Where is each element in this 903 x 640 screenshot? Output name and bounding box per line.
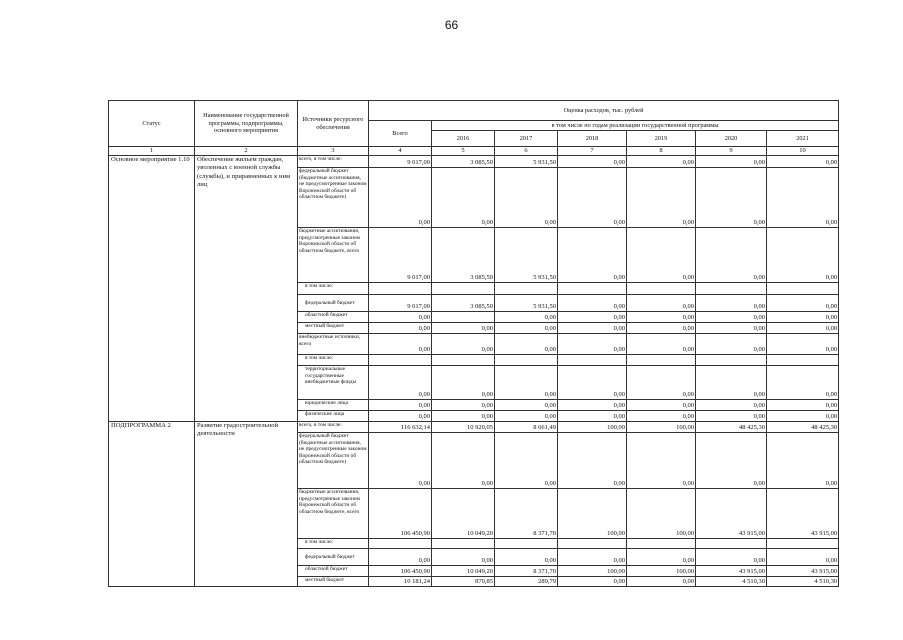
value-cell: 0,00	[696, 433, 767, 489]
value-cell: 0,00	[495, 168, 558, 228]
value-cell: 0,00	[627, 295, 696, 312]
value-cell: 0,00	[432, 168, 495, 228]
value-cell: 289,79	[495, 577, 558, 587]
source-cell: в том числе:	[298, 539, 369, 549]
value-cell: 10 181,24	[369, 577, 432, 587]
header-year: 2019	[627, 131, 696, 147]
value-cell: 0,00	[558, 156, 627, 168]
header-year: 2021	[767, 131, 839, 147]
value-cell: 0,00	[369, 323, 432, 334]
value-cell	[369, 539, 432, 549]
value-cell: 0,00	[558, 295, 627, 312]
table-row	[109, 422, 839, 433]
value-cell: 0,00	[696, 549, 767, 566]
value-cell: 0,00	[767, 411, 839, 422]
value-cell: 0,00	[369, 549, 432, 566]
value-cell: 48 425,30	[696, 422, 767, 433]
value-cell: 10 920,05	[432, 422, 495, 433]
value-cell: 43 915,00	[696, 566, 767, 577]
value-cell: 106 450,90	[369, 566, 432, 577]
value-cell: 116 632,14	[369, 422, 432, 433]
source-cell: федеральный бюджет	[298, 549, 369, 566]
value-cell: 0,00	[432, 549, 495, 566]
value-cell: 0,00	[495, 334, 558, 355]
value-cell: 0,00	[696, 411, 767, 422]
value-cell	[696, 283, 767, 295]
header-year: 2016	[432, 131, 495, 147]
value-cell: 0,00	[696, 168, 767, 228]
value-cell: 10 049,20	[432, 566, 495, 577]
column-number: 10	[767, 147, 839, 156]
value-cell	[432, 539, 495, 549]
value-cell: 0,00	[696, 334, 767, 355]
value-cell	[627, 283, 696, 295]
value-cell: 0,00	[495, 549, 558, 566]
value-cell: 9 017,00	[369, 295, 432, 312]
value-cell: 0,00	[767, 312, 839, 323]
value-cell: 10 049,20	[432, 489, 495, 539]
value-cell: 0,00	[627, 334, 696, 355]
value-cell: 0,00	[495, 366, 558, 400]
page-number: 66	[444, 18, 459, 32]
value-cell: 100,00	[558, 422, 627, 433]
value-cell: 0,00	[767, 400, 839, 411]
value-cell: 0,00	[558, 312, 627, 323]
column-number: 6	[495, 147, 558, 156]
value-cell: 0,00	[558, 323, 627, 334]
source-cell: областной бюджет	[298, 312, 369, 323]
column-number: 5	[432, 147, 495, 156]
value-cell	[627, 355, 696, 366]
column-number: 3	[298, 147, 369, 156]
name-cell: Развитие градостроительной деятельности	[195, 422, 298, 587]
value-cell	[495, 539, 558, 549]
value-cell: 100,00	[558, 489, 627, 539]
value-cell	[369, 355, 432, 366]
value-cell	[432, 283, 495, 295]
value-cell	[432, 355, 495, 366]
value-cell: 0,00	[369, 168, 432, 228]
value-cell: 0,00	[696, 312, 767, 323]
value-cell: 0,00	[627, 228, 696, 283]
value-cell: 8 371,70	[495, 566, 558, 577]
value-cell: 0,00	[627, 156, 696, 168]
value-cell: 5 931,50	[495, 228, 558, 283]
value-cell: 8 661,49	[495, 422, 558, 433]
value-cell: 0,00	[558, 168, 627, 228]
value-cell	[432, 312, 495, 323]
value-cell: 0,00	[558, 411, 627, 422]
source-cell: внебюджетные источники, всего	[298, 334, 369, 355]
value-cell: 870,85	[432, 577, 495, 587]
value-cell	[369, 283, 432, 295]
value-cell: 0,00	[627, 549, 696, 566]
value-cell: 0,00	[558, 433, 627, 489]
value-cell: 0,00	[495, 312, 558, 323]
value-cell: 100,00	[627, 566, 696, 577]
value-cell: 0,00	[696, 295, 767, 312]
header-estimate: Оценка расходов, тыс. рублей	[369, 101, 839, 121]
value-cell	[495, 355, 558, 366]
source-cell: областной бюджет	[298, 566, 369, 577]
value-cell: 3 085,50	[432, 228, 495, 283]
column-number: 2	[195, 147, 298, 156]
source-cell: местный бюджет	[298, 323, 369, 334]
header-year: 2017	[495, 131, 558, 147]
value-cell: 0,00	[369, 366, 432, 400]
value-cell: 0,00	[495, 433, 558, 489]
status-cell: Основное мероприятие 1.10	[109, 156, 195, 422]
header-status: Статус	[109, 101, 195, 147]
table-row	[109, 156, 839, 168]
value-cell: 8 371,70	[495, 489, 558, 539]
value-cell: 0,00	[432, 400, 495, 411]
source-cell: федеральный бюджет (бюджетные ассигнования, не предусмотренные законом Воронежской области об областном бюджете)	[298, 168, 369, 228]
value-cell: 0,00	[627, 577, 696, 587]
value-cell: 100,00	[627, 422, 696, 433]
value-cell: 0,00	[558, 366, 627, 400]
value-cell: 3 085,50	[432, 156, 495, 168]
source-cell: всего, в том числе:	[298, 422, 369, 433]
value-cell	[495, 283, 558, 295]
value-cell: 0,00	[432, 433, 495, 489]
header-sources: Источники ресурсного обеспечения	[298, 101, 369, 147]
value-cell: 0,00	[432, 334, 495, 355]
value-cell: 0,00	[627, 366, 696, 400]
value-cell	[696, 355, 767, 366]
value-cell: 0,00	[696, 400, 767, 411]
expenditure-table	[108, 100, 839, 587]
value-cell: 0,00	[495, 400, 558, 411]
value-cell: 0,00	[767, 433, 839, 489]
value-cell	[767, 283, 839, 295]
value-cell: 0,00	[767, 323, 839, 334]
column-number: 1	[109, 147, 195, 156]
value-cell: 4 510,30	[696, 577, 767, 587]
value-cell: 0,00	[696, 323, 767, 334]
source-cell: территориальные государственные внебюджетные фонды	[298, 366, 369, 400]
value-cell: 9 017,00	[369, 156, 432, 168]
value-cell: 0,00	[369, 433, 432, 489]
value-cell: 0,00	[627, 168, 696, 228]
value-cell: 0,00	[432, 366, 495, 400]
source-cell: федеральный бюджет (бюджетные ассигнования, не предусмотренные законом Воронежской области об областном бюджете)	[298, 433, 369, 489]
value-cell: 106 450,90	[369, 489, 432, 539]
value-cell: 0,00	[369, 312, 432, 323]
column-number: 4	[369, 147, 432, 156]
value-cell: 0,00	[558, 334, 627, 355]
header-year: 2020	[696, 131, 767, 147]
source-cell: бюджетные ассигнования, предусмотренные законом Воронежской области об областном бюджете, всего	[298, 489, 369, 539]
value-cell: 5 931,50	[495, 295, 558, 312]
source-cell: всего, в том числе:	[298, 156, 369, 168]
value-cell: 43 915,00	[767, 489, 839, 539]
value-cell: 0,00	[369, 411, 432, 422]
value-cell: 0,00	[627, 433, 696, 489]
value-cell: 0,00	[767, 549, 839, 566]
column-number: 9	[696, 147, 767, 156]
value-cell	[558, 539, 627, 549]
source-cell: федеральный бюджет	[298, 295, 369, 312]
value-cell	[558, 283, 627, 295]
value-cell: 0,00	[558, 577, 627, 587]
value-cell	[767, 539, 839, 549]
source-cell: бюджетные ассигнования, предусмотренные законом Воронежской области об областном бюджете, всего	[298, 228, 369, 283]
value-cell: 43 915,00	[767, 566, 839, 577]
value-cell: 0,00	[369, 400, 432, 411]
value-cell: 0,00	[767, 156, 839, 168]
value-cell: 0,00	[627, 323, 696, 334]
value-cell: 0,00	[767, 334, 839, 355]
value-cell	[627, 539, 696, 549]
value-cell: 100,00	[558, 566, 627, 577]
value-cell: 0,00	[767, 295, 839, 312]
value-cell: 0,00	[495, 323, 558, 334]
value-cell: 0,00	[767, 228, 839, 283]
value-cell: 48 425,30	[767, 422, 839, 433]
value-cell: 100,00	[627, 489, 696, 539]
value-cell: 0,00	[696, 366, 767, 400]
source-cell: местный бюджет	[298, 577, 369, 587]
value-cell: 43 915,00	[696, 489, 767, 539]
value-cell: 0,00	[767, 366, 839, 400]
status-cell: ПОДПРОГРАММА 2	[109, 422, 195, 587]
value-cell: 4 510,30	[767, 577, 839, 587]
value-cell: 0,00	[696, 228, 767, 283]
value-cell	[558, 355, 627, 366]
source-cell: физические лица	[298, 411, 369, 422]
value-cell: 5 931,50	[495, 156, 558, 168]
name-cell: Обеспечение жильем граждан, уволенных с военной службы (службы), и приравненных к ним лиц	[195, 156, 298, 422]
value-cell	[767, 355, 839, 366]
value-cell: 0,00	[627, 312, 696, 323]
value-cell: 0,00	[558, 228, 627, 283]
header-by-years: в том числе по годам реализации государственной программы	[432, 121, 839, 131]
source-cell: в том числе:	[298, 355, 369, 366]
value-cell: 0,00	[369, 334, 432, 355]
value-cell: 0,00	[495, 411, 558, 422]
value-cell: 0,00	[767, 168, 839, 228]
value-cell: 0,00	[432, 323, 495, 334]
source-cell: в том числе:	[298, 283, 369, 295]
value-cell: 0,00	[432, 411, 495, 422]
header-year: 2018	[558, 131, 627, 147]
source-cell: юридические лица	[298, 400, 369, 411]
value-cell: 0,00	[558, 549, 627, 566]
column-numbers-row	[109, 147, 839, 156]
header-total: Всего	[369, 121, 432, 147]
value-cell: 9 017,00	[369, 228, 432, 283]
value-cell	[696, 539, 767, 549]
value-cell: 0,00	[627, 411, 696, 422]
column-number: 8	[627, 147, 696, 156]
value-cell: 0,00	[558, 400, 627, 411]
value-cell: 0,00	[627, 400, 696, 411]
value-cell: 3 085,50	[432, 295, 495, 312]
header-name: Наименование государственной программы, подпрограммы, основного мероприятия	[195, 101, 298, 147]
column-number: 7	[558, 147, 627, 156]
value-cell: 0,00	[696, 156, 767, 168]
